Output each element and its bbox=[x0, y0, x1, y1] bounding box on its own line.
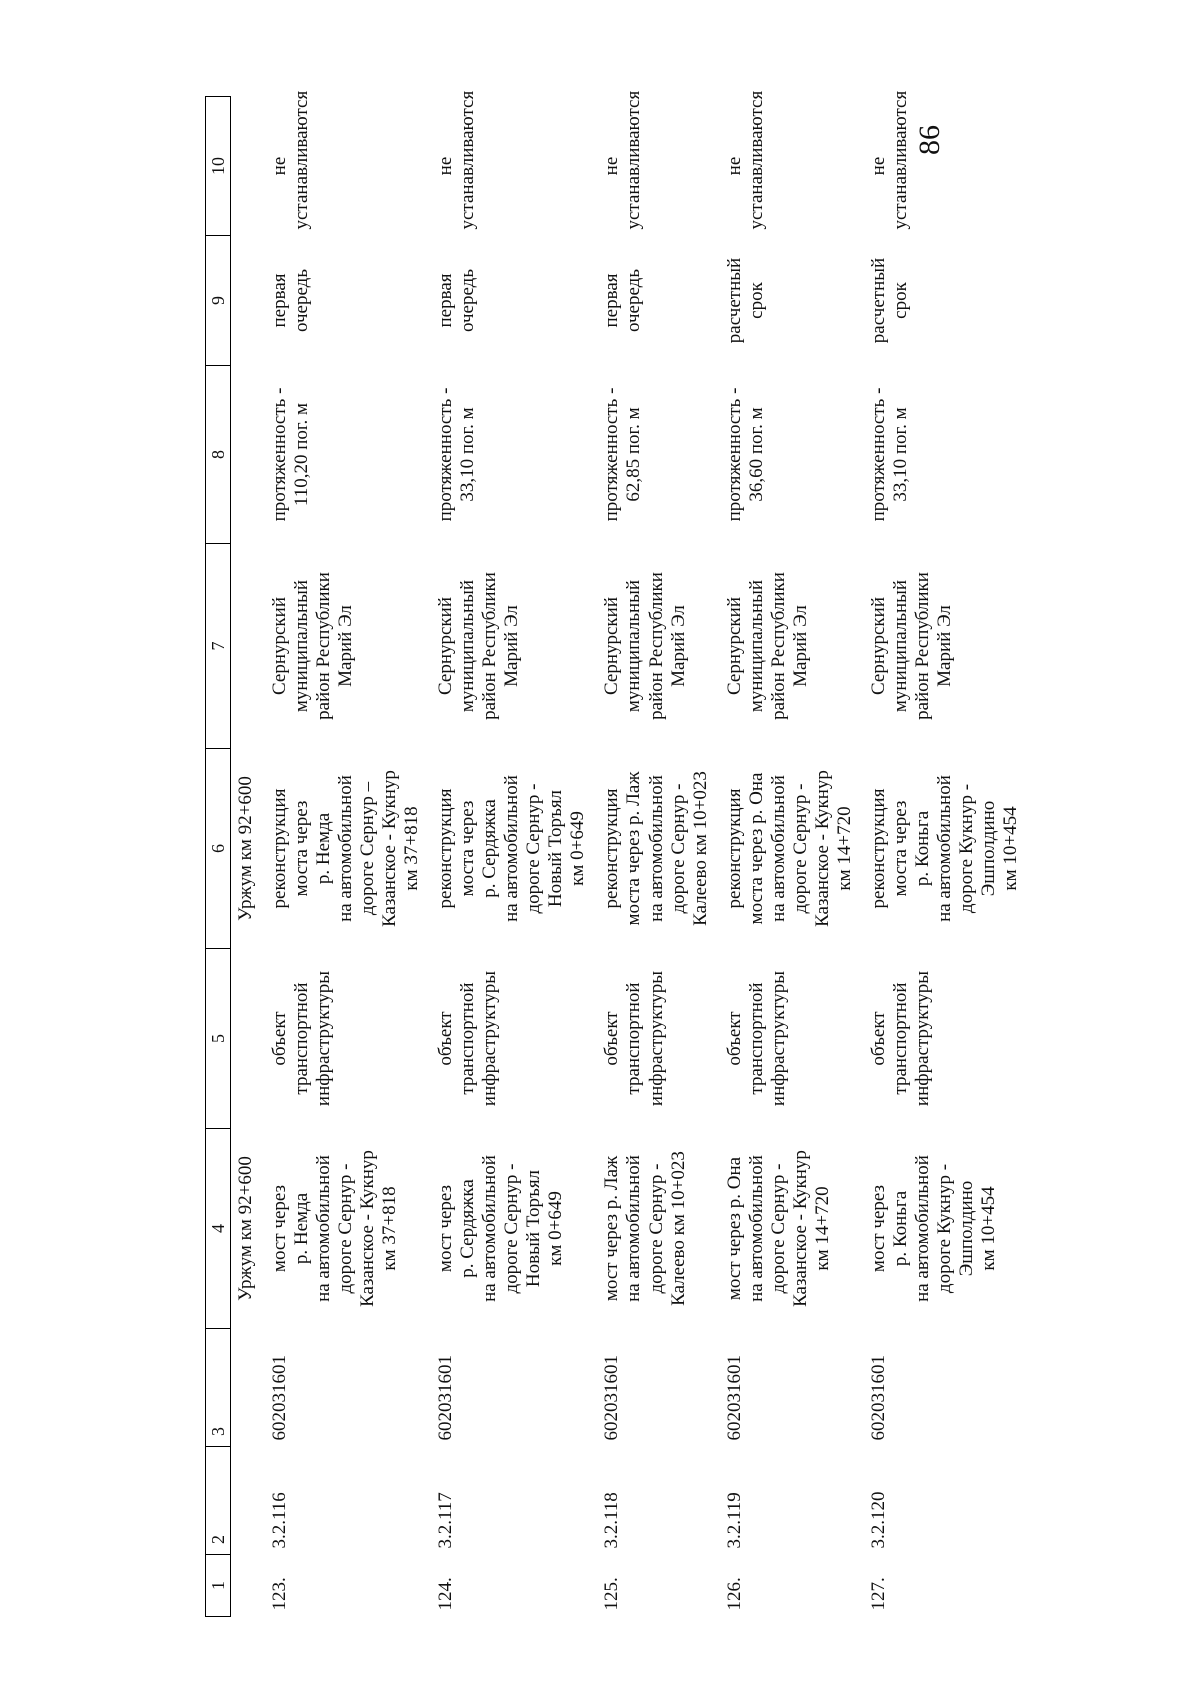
row-code: 3.2.117 bbox=[435, 1492, 457, 1549]
row-number: 127. bbox=[867, 1577, 889, 1611]
row-characteristics: протяженность - 62,85 пог. м bbox=[601, 387, 645, 522]
header-cell-10: 10 bbox=[206, 97, 231, 236]
header-cell-6: 6 bbox=[206, 749, 231, 949]
row-number: 123. bbox=[269, 1577, 290, 1611]
header-cell-8: 8 bbox=[206, 366, 231, 544]
row-oktmo: 602031601 bbox=[435, 1355, 457, 1441]
row-oktmo: 602031601 bbox=[723, 1355, 745, 1441]
page-number: 86 bbox=[913, 125, 946, 155]
row-code: 3.2.118 bbox=[601, 1492, 623, 1549]
row-characteristics: протяженность - 110,20 пог. м bbox=[269, 387, 313, 522]
header-cell-5: 5 bbox=[206, 949, 231, 1129]
row-number: 125. bbox=[601, 1577, 623, 1611]
header-cell-4: 4 bbox=[206, 1129, 231, 1329]
row-code: 3.2.120 bbox=[867, 1491, 889, 1549]
continuation-name-text: Уржум км 92+600 bbox=[235, 1156, 256, 1301]
row-location: Сернурский муниципальный район Республики Марий Эл bbox=[723, 572, 811, 720]
row-object-type: объект транспортной инфраструктуры bbox=[435, 970, 501, 1107]
row-location: Сернурский муниципальный район Республики Марий Эл bbox=[601, 572, 689, 720]
continuation-purpose-text: Уржум км 92+600 bbox=[235, 776, 256, 921]
row-object-name: мост через р. Она на автомобильной дороге Сернур - Казанское - Кукнур км 14+720 bbox=[723, 1150, 833, 1307]
row-purpose: реконструкция моста через р. Лаж на автомобильной дороге Сернур - Калеево км 10+023 bbox=[601, 771, 711, 926]
row-oktmo: 602031601 bbox=[867, 1355, 889, 1441]
row-purpose: реконструкция моста через р. Немда на автомобильной дороге Сернур – Казанское - Кукнур км 37+818 bbox=[269, 770, 423, 927]
row-location: Сернурский муниципальный район Республики Марий Эл bbox=[435, 572, 523, 720]
row-number: 124. bbox=[435, 1577, 457, 1611]
row-code: 3.2.119 bbox=[723, 1492, 745, 1549]
table-row bbox=[718, 97, 862, 1617]
row-object-name: мост через р. Коньга на автомобильной дороге Кукнур - Эшполдино км 10+454 bbox=[867, 1155, 999, 1302]
row-purpose: реконструкция моста через р. Коньга на автомобильной дороге Кукнур - Эшполдино км 10+454 bbox=[867, 775, 1021, 922]
row-term: первая очередь bbox=[269, 269, 313, 333]
row-object-name: мост через р. Лаж на автомобильной дороге Сернур - Калеево км 10+023 bbox=[601, 1151, 689, 1306]
row-purpose: реконструкция моста через р. Сердяжка на автомобильной дороге Сернур - Новый Торъял км 0+649 bbox=[435, 775, 589, 922]
continuation-row bbox=[231, 97, 264, 1617]
row-zones: не устанавливаются bbox=[867, 90, 911, 230]
row-zones: не устанавливаются bbox=[723, 90, 767, 230]
objects-table bbox=[205, 90, 1028, 1617]
header-cell-2: 2 bbox=[206, 1447, 231, 1555]
table-row bbox=[862, 97, 1028, 1617]
row-location: Сернурский муниципальный район Республики Марий Эл bbox=[867, 572, 955, 720]
row-characteristics: протяженность - 33,10 пог. м bbox=[435, 387, 479, 522]
row-oktmo: 602031601 bbox=[601, 1355, 623, 1441]
row-code: 3.2.116 bbox=[269, 1492, 290, 1549]
row-characteristics: протяженность - 36,60 пог. м bbox=[723, 387, 767, 522]
row-purpose: реконструкция моста через р. Она на автомобильной дороге Сернур - Казанское - Кукнур км 14+720 bbox=[723, 770, 855, 927]
table-row bbox=[263, 97, 429, 1617]
header-cell-3: 3 bbox=[206, 1329, 231, 1447]
header-cell-7: 7 bbox=[206, 544, 231, 749]
column-number-header bbox=[206, 97, 231, 1617]
row-oktmo: 602031601 bbox=[269, 1355, 290, 1441]
row-zones: не устанавливаются bbox=[435, 90, 479, 230]
row-term: расчетный срок bbox=[867, 257, 911, 344]
header-cell-1: 1 bbox=[206, 1555, 231, 1617]
row-object-name: мост через р. Сердяжка на автомобильной дороге Сернур - Новый Торъял км 0+649 bbox=[435, 1155, 567, 1302]
row-zones: не устанавливаются bbox=[601, 90, 645, 230]
header-cell-9: 9 bbox=[206, 236, 231, 366]
row-object-name: мост через р. Немда на автомобильной дороге Сернур - Казанское - Кукнур км 37+818 bbox=[269, 1150, 401, 1307]
table-row bbox=[429, 97, 595, 1617]
table-row bbox=[595, 97, 717, 1617]
row-characteristics: протяженность - 33,10 пог. м bbox=[867, 387, 911, 522]
row-object-type: объект транспортной инфраструктуры bbox=[269, 970, 335, 1107]
row-number: 126. bbox=[723, 1577, 745, 1611]
row-location: Сернурский муниципальный район Республики Марий Эл bbox=[269, 572, 357, 720]
row-object-type: объект транспортной инфраструктуры bbox=[601, 970, 667, 1107]
rotated-table-container bbox=[205, 90, 1021, 1617]
row-object-type: объект транспортной инфраструктуры bbox=[867, 970, 933, 1107]
row-object-type: объект транспортной инфраструктуры bbox=[723, 970, 789, 1107]
row-term: первая очередь bbox=[601, 269, 645, 333]
row-term: расчетный срок bbox=[723, 257, 767, 344]
row-zones: не устанавливаются bbox=[269, 90, 313, 230]
row-term: первая очередь bbox=[435, 269, 479, 333]
